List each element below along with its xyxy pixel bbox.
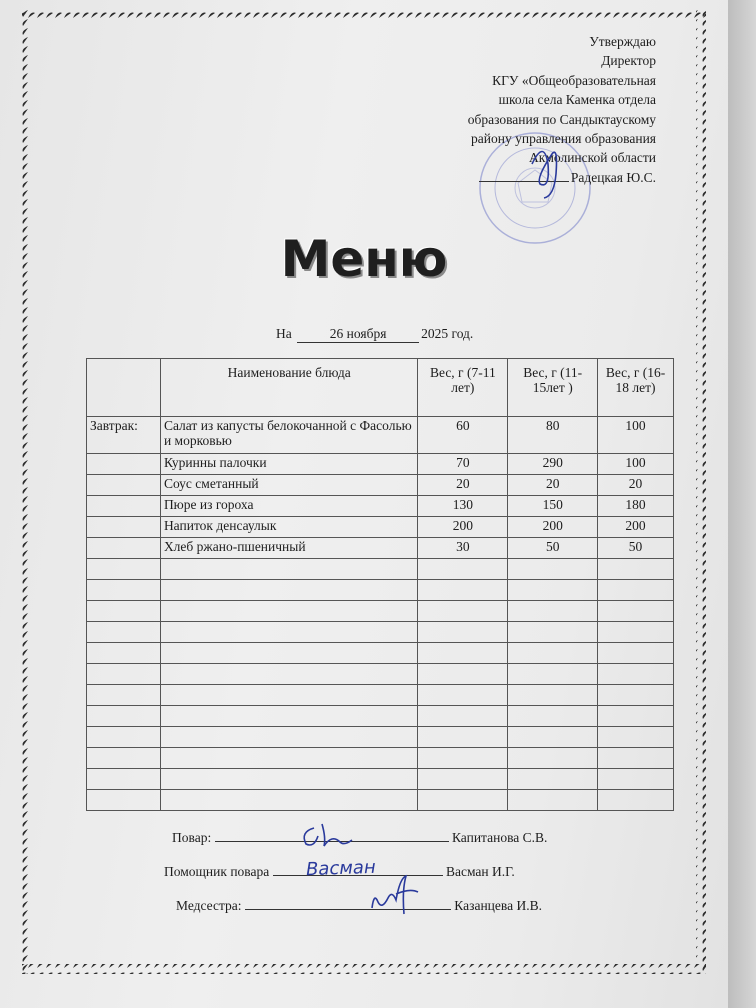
empty-cell	[418, 685, 508, 706]
approval-line: Утверждаю	[589, 34, 656, 49]
empty-cell	[598, 748, 674, 769]
weight-16-18-cell: 100	[598, 417, 674, 454]
empty-cell	[87, 664, 161, 685]
date-line	[276, 326, 473, 343]
meal-cell	[87, 496, 161, 517]
empty-cell	[160, 748, 418, 769]
weight-11-15-cell: 290	[508, 454, 598, 475]
empty-table-row	[87, 643, 674, 664]
empty-cell	[418, 769, 508, 790]
meal-cell	[87, 475, 161, 496]
empty-cell	[598, 685, 674, 706]
empty-cell	[160, 790, 418, 811]
empty-cell	[87, 580, 161, 601]
empty-cell	[418, 622, 508, 643]
weight-16-18-cell: 180	[598, 496, 674, 517]
empty-cell	[418, 748, 508, 769]
empty-cell	[87, 748, 161, 769]
approval-line: школа села Каменка отдела	[498, 92, 656, 108]
assistant-label: Помощник повара	[164, 864, 270, 879]
empty-table-row	[87, 622, 674, 643]
empty-cell	[508, 580, 598, 601]
empty-table-row	[87, 706, 674, 727]
empty-cell	[508, 748, 598, 769]
weight-7-11-cell: 130	[418, 496, 508, 517]
empty-cell	[87, 727, 161, 748]
page-title: Меню	[280, 230, 448, 288]
empty-cell	[418, 790, 508, 811]
approval-line: КГУ «Общеобразовательная	[492, 72, 656, 88]
weight-11-15-cell: 80	[508, 417, 598, 454]
nurse-name: Казанцева И.В.	[454, 898, 542, 913]
weight-7-11-cell: 30	[418, 538, 508, 559]
header-meal	[87, 359, 161, 417]
empty-cell	[87, 643, 161, 664]
empty-cell	[160, 685, 418, 706]
empty-cell	[508, 664, 598, 685]
empty-table-row	[87, 559, 674, 580]
table-row	[87, 538, 674, 559]
weight-16-18-cell: 50	[598, 538, 674, 559]
meal-cell: Завтрак:	[87, 417, 161, 454]
table-row	[87, 517, 674, 538]
empty-cell	[598, 706, 674, 727]
empty-cell	[418, 559, 508, 580]
empty-cell	[160, 706, 418, 727]
nurse-signature	[366, 872, 422, 916]
empty-cell	[418, 643, 508, 664]
empty-cell	[418, 706, 508, 727]
empty-cell	[508, 727, 598, 748]
header-weight-16-18: Вес, г (16-18 лет)	[598, 359, 674, 417]
weight-11-15-cell: 150	[508, 496, 598, 517]
empty-cell	[160, 769, 418, 790]
empty-cell	[598, 790, 674, 811]
approval-line: Акмолинской области	[529, 150, 656, 166]
empty-cell	[160, 727, 418, 748]
empty-cell	[160, 643, 418, 664]
empty-cell	[598, 622, 674, 643]
empty-cell	[508, 559, 598, 580]
empty-cell	[598, 643, 674, 664]
empty-cell	[160, 601, 418, 622]
empty-table-row	[87, 748, 674, 769]
assistant-name: Васман И.Г.	[445, 864, 515, 879]
empty-cell	[598, 727, 674, 748]
empty-table-row	[87, 790, 674, 811]
approval-line: району управления образования	[471, 131, 656, 147]
header-weight-7-11: Вес, г (7-11 лет)	[418, 359, 508, 417]
dish-cell: Хлеб ржано-пшеничный	[160, 538, 418, 559]
empty-cell	[598, 580, 674, 601]
header-dish: Наименование блюда	[160, 359, 418, 417]
dish-cell: Пюре из гороха	[160, 496, 418, 517]
approval-line: образования по Сандыктаускому	[467, 111, 656, 127]
empty-cell	[87, 685, 161, 706]
empty-cell	[160, 664, 418, 685]
meal-cell	[87, 454, 161, 475]
empty-cell	[160, 559, 418, 580]
menu-table	[86, 358, 674, 811]
empty-table-row	[87, 664, 674, 685]
empty-cell	[598, 664, 674, 685]
weight-7-11-cell: 60	[418, 417, 508, 454]
empty-cell	[87, 601, 161, 622]
table-row	[87, 496, 674, 517]
empty-cell	[418, 580, 508, 601]
nurse-label: Медсестра:	[176, 898, 242, 913]
empty-cell	[87, 706, 161, 727]
empty-cell	[160, 580, 418, 601]
empty-cell	[508, 685, 598, 706]
empty-cell	[418, 664, 508, 685]
weight-11-15-cell: 50	[508, 538, 598, 559]
table-header-row	[87, 359, 674, 417]
cook-signature	[296, 818, 356, 852]
weight-7-11-cell: 200	[418, 517, 508, 538]
cook-label: Повар:	[172, 830, 212, 845]
empty-table-row	[87, 769, 674, 790]
assistant-signature: Васман	[305, 856, 377, 881]
cook-name: Капитанова С.В.	[451, 830, 548, 845]
empty-cell	[508, 643, 598, 664]
director-name: Радецкая Ю.С.	[570, 169, 656, 185]
weight-16-18-cell: 20	[598, 475, 674, 496]
empty-cell	[160, 622, 418, 643]
weight-11-15-cell: 200	[508, 517, 598, 538]
dish-cell: Салат из капусты белокочанной с Фасолью и морковью	[160, 417, 418, 454]
table-row	[87, 475, 674, 496]
dish-cell: Напиток денсаулык	[160, 517, 418, 538]
table-row	[87, 454, 674, 475]
empty-cell	[598, 601, 674, 622]
weight-16-18-cell: 100	[598, 454, 674, 475]
empty-cell	[508, 769, 598, 790]
empty-cell	[598, 559, 674, 580]
empty-table-row	[87, 601, 674, 622]
empty-table-row	[87, 685, 674, 706]
empty-table-row	[87, 580, 674, 601]
empty-cell	[87, 622, 161, 643]
cook-line	[172, 830, 547, 846]
weight-11-15-cell: 20	[508, 475, 598, 496]
empty-cell	[418, 727, 508, 748]
date-value: 26 ноября	[297, 326, 419, 343]
empty-cell	[508, 601, 598, 622]
approval-line: Директор	[601, 53, 656, 69]
date-suffix: 2025 год.	[421, 326, 474, 341]
dish-cell: Куринны палочки	[160, 454, 418, 475]
meal-cell	[87, 517, 161, 538]
nurse-line	[176, 898, 542, 914]
empty-cell	[508, 790, 598, 811]
director-signature	[522, 134, 582, 204]
empty-cell	[418, 601, 508, 622]
weight-16-18-cell: 200	[598, 517, 674, 538]
empty-cell	[598, 769, 674, 790]
empty-cell	[87, 790, 161, 811]
empty-cell	[508, 706, 598, 727]
header-weight-11-15: Вес, г (11-15лет )	[508, 359, 598, 417]
weight-7-11-cell: 20	[418, 475, 508, 496]
meal-cell	[87, 538, 161, 559]
background-wall	[728, 0, 756, 1008]
table-row	[87, 417, 674, 454]
empty-cell	[87, 559, 161, 580]
date-prefix: На	[276, 326, 292, 341]
dish-cell: Соус сметанный	[160, 475, 418, 496]
empty-cell	[508, 622, 598, 643]
weight-7-11-cell: 70	[418, 454, 508, 475]
empty-table-row	[87, 727, 674, 748]
empty-cell	[87, 769, 161, 790]
